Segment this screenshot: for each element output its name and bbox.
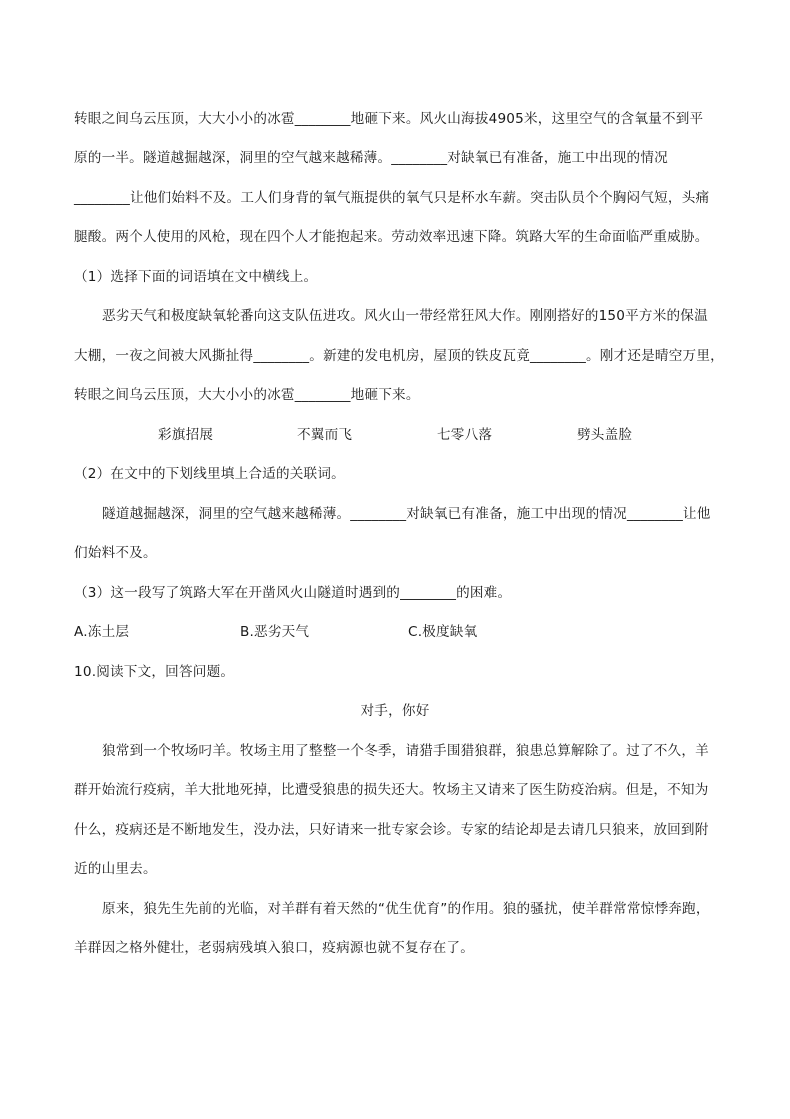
article-para2-line-1: 原来，狼先生先前的光临，对羊群有着天然的“优生优育”的作用。狼的骚扰，使羊群常常惊悸奔跑， <box>102 901 710 917</box>
question-2-text-line-2: 们始料不及。 <box>74 545 157 561</box>
question-1-text-line-1: 恶劣天气和极度缺氧轮番向这支队伍进攻。风火山一带经常狂风大作。刚刚搭好的150平方米的保温 <box>102 308 708 324</box>
choice-a: A.冻土层 <box>74 624 130 640</box>
question-1-prompt: （1）选择下面的词语填在文中横线上。 <box>74 269 318 285</box>
word-option-1: 彩旗招展 <box>158 427 214 443</box>
word-option-4: 劈头盖脸 <box>577 427 633 443</box>
passage-line-1: 转眼之间乌云压顶，大大小小的冰雹________地砸下来。风火山海拔4905米，这里空气的含氧量不到平 <box>74 111 704 127</box>
article-title: 对手，你好 <box>360 703 430 719</box>
article-para2-line-2: 羊群因之格外健壮，老弱病残填入狼口，疫病源也就不复存在了。 <box>74 940 475 956</box>
word-option-2: 不翼而飞 <box>297 427 353 443</box>
passage-line-3: ________让他们始料不及。工人们身背的氧气瓶提供的氧气只是杯水车薪。突击队员个个胸闷气短，头痛 <box>74 190 710 206</box>
question-1-text-line-3: 转眼之间乌云压顶，大大小小的冰雹________地砸下来。 <box>74 387 420 403</box>
passage-line-4: 腿酸。两个人使用的风枪，现在四个人才能抱起来。劳动效率迅速下降。筑路大军的生命面临严重威胁。 <box>74 229 709 245</box>
choice-c: C.极度缺氧 <box>408 624 478 640</box>
article-para1-line-3: 什么，疫病还是不断地发生，没办法，只好请来一批专家会诊。专家的结论却是去请几只狼来，放回到附 <box>74 822 709 838</box>
article-para1-line-2: 群开始流行疫病，羊大批地死掉，比遭受狼患的损失还大。牧场主又请来了医生防疫治病。但是，不知为 <box>74 782 709 798</box>
article-para1-line-4: 近的山里去。 <box>74 861 157 877</box>
question-3-prompt: （3）这一段写了筑路大军在开凿风火山隧道时遇到的________的困难。 <box>74 585 512 601</box>
word-option-3: 七零八落 <box>437 427 493 443</box>
question-1-text-line-2: 大棚，一夜之间被大风撕扯得________。新建的发电机房，屋顶的铁皮瓦竟________。刚才还是晴空万里， <box>74 348 724 364</box>
question-10-heading: 10.阅读下文，回答问题。 <box>74 664 235 680</box>
choice-b: B.恶劣天气 <box>240 624 310 640</box>
question-2-prompt: （2）在文中的下划线里填上合适的关联词。 <box>74 466 345 482</box>
question-2-text-line-1: 隧道越掘越深，洞里的空气越来越稀薄。________对缺氧已有准备，施工中出现的情况________让他 <box>102 506 711 522</box>
article-para1-line-1: 狼常到一个牧场叼羊。牧场主用了整整一个冬季，请猎手围猎狼群，狼患总算解除了。过了不久，羊 <box>102 743 709 759</box>
passage-line-2: 原的一半。隧道越掘越深，洞里的空气越来越稀薄。________对缺氧已有准备，施工中出现的情况 <box>74 150 668 166</box>
